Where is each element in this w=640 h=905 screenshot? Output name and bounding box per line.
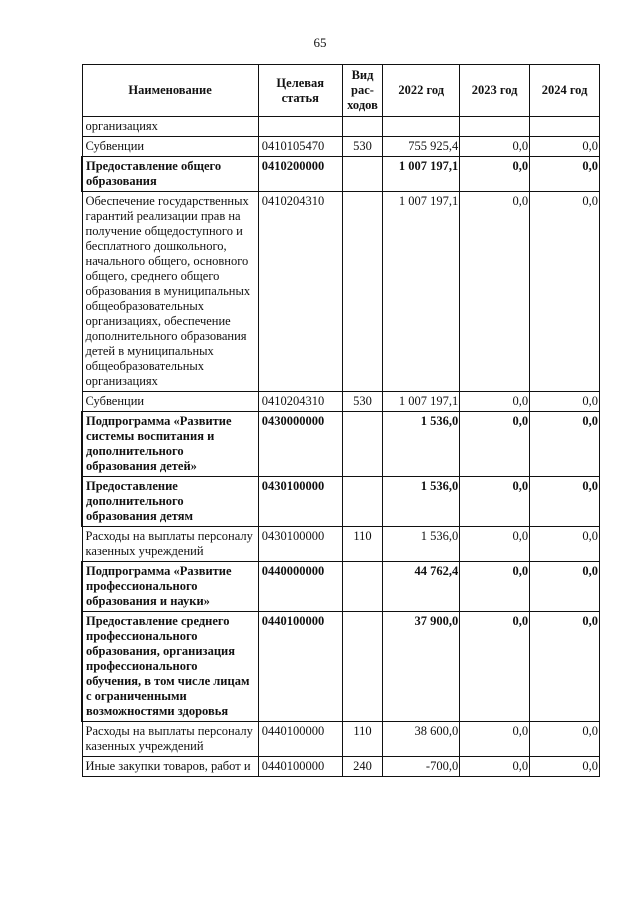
header-type: Вид рас-ходов (342, 65, 383, 117)
cell-code: 0410200000 (258, 157, 342, 192)
table-row (82, 612, 600, 722)
header-code: Целевая статья (258, 65, 342, 117)
cell-2024: 0,0 (530, 612, 600, 722)
cell-2023: 0,0 (460, 757, 530, 777)
cell-name: Подпрограмма «Развитие системы воспитания и дополнительного образования детей» (82, 412, 258, 477)
cell-type: 240 (342, 757, 383, 777)
cell-type: 110 (342, 527, 383, 562)
cell-2023: 0,0 (460, 412, 530, 477)
cell-2024: 0,0 (530, 412, 600, 477)
cell-code: 0440100000 (258, 757, 342, 777)
cell-code: 0410105470 (258, 137, 342, 157)
table-row (82, 757, 600, 777)
cell-code: 0410204310 (258, 392, 342, 412)
cell-type (342, 192, 383, 392)
header-name: Наименование (82, 65, 258, 117)
cell-2023: 0,0 (460, 722, 530, 757)
table-row (82, 412, 600, 477)
cell-2024: 0,0 (530, 562, 600, 612)
cell-name: организациях (82, 117, 258, 137)
cell-name: Субвенции (82, 137, 258, 157)
cell-2023: 0,0 (460, 562, 530, 612)
cell-2023: 0,0 (460, 137, 530, 157)
cell-2024: 0,0 (530, 527, 600, 562)
cell-code: 0440000000 (258, 562, 342, 612)
table-header-row (82, 65, 600, 117)
cell-type (342, 612, 383, 722)
cell-2022: 1 007 197,1 (383, 192, 460, 392)
cell-type: 530 (342, 137, 383, 157)
cell-2024: 0,0 (530, 157, 600, 192)
cell-2022: 44 762,4 (383, 562, 460, 612)
cell-2022: 1 536,0 (383, 477, 460, 527)
table-body (82, 117, 600, 777)
cell-name: Предоставление среднего профессионального образования, организация профессионального обучения, в том числе лицам с ограниченными возможностями здоровья (82, 612, 258, 722)
cell-2024: 0,0 (530, 192, 600, 392)
cell-code: 0430100000 (258, 527, 342, 562)
table-row (82, 722, 600, 757)
cell-name: Расходы на выплаты персоналу казенных учреждений (82, 722, 258, 757)
cell-2024: 0,0 (530, 137, 600, 157)
cell-2024 (530, 117, 600, 137)
header-2024: 2024 год (530, 65, 600, 117)
cell-2023: 0,0 (460, 477, 530, 527)
cell-2024: 0,0 (530, 477, 600, 527)
cell-name: Расходы на выплаты персоналу казенных учреждений (82, 527, 258, 562)
cell-2023: 0,0 (460, 157, 530, 192)
cell-name: Предоставление дополнительного образования детям (82, 477, 258, 527)
table-row (82, 137, 600, 157)
cell-2022: 755 925,4 (383, 137, 460, 157)
cell-code: 0440100000 (258, 722, 342, 757)
cell-2022: 38 600,0 (383, 722, 460, 757)
cell-2022: 1 007 197,1 (383, 392, 460, 412)
table-row (82, 527, 600, 562)
header-2023: 2023 год (460, 65, 530, 117)
cell-2022: 1 536,0 (383, 412, 460, 477)
cell-name: Иные закупки товаров, работ и (82, 757, 258, 777)
cell-2024: 0,0 (530, 392, 600, 412)
cell-2022: 37 900,0 (383, 612, 460, 722)
table-row (82, 192, 600, 392)
cell-2022: 1 007 197,1 (383, 157, 460, 192)
cell-name: Предоставление общего образования (82, 157, 258, 192)
cell-2023: 0,0 (460, 192, 530, 392)
cell-code: 0440100000 (258, 612, 342, 722)
table-row (82, 157, 600, 192)
cell-code: 0430000000 (258, 412, 342, 477)
cell-2022: -700,0 (383, 757, 460, 777)
table-row (82, 477, 600, 527)
cell-code: 0410204310 (258, 192, 342, 392)
cell-name: Обеспечение государственных гарантий реализации прав на получение общедоступного и бесплатного дошкольного, начального общего, основного общего, среднего общего образования в муниципальных общеобразовательных организациях, обеспечение дополнительного образования детей в муниципальных общеобразовательных организациях (82, 192, 258, 392)
cell-2022: 1 536,0 (383, 527, 460, 562)
cell-2024: 0,0 (530, 757, 600, 777)
cell-name: Субвенции (82, 392, 258, 412)
cell-2023: 0,0 (460, 527, 530, 562)
page-number: 65 (313, 35, 327, 50)
cell-type (342, 562, 383, 612)
cell-2023: 0,0 (460, 612, 530, 722)
cell-type: 530 (342, 392, 383, 412)
cell-code: 0430100000 (258, 477, 342, 527)
table-row (82, 392, 600, 412)
cell-2022 (383, 117, 460, 137)
cell-type (342, 117, 383, 137)
budget-table (81, 64, 600, 777)
cell-type: 110 (342, 722, 383, 757)
cell-type (342, 157, 383, 192)
header-2022: 2022 год (383, 65, 460, 117)
cell-2023 (460, 117, 530, 137)
cell-2023: 0,0 (460, 392, 530, 412)
cell-type (342, 412, 383, 477)
table-row (82, 562, 600, 612)
cell-code (258, 117, 342, 137)
table-row (82, 117, 600, 137)
cell-name: Подпрограмма «Развитие профессионального образования и науки» (82, 562, 258, 612)
cell-2024: 0,0 (530, 722, 600, 757)
cell-type (342, 477, 383, 527)
